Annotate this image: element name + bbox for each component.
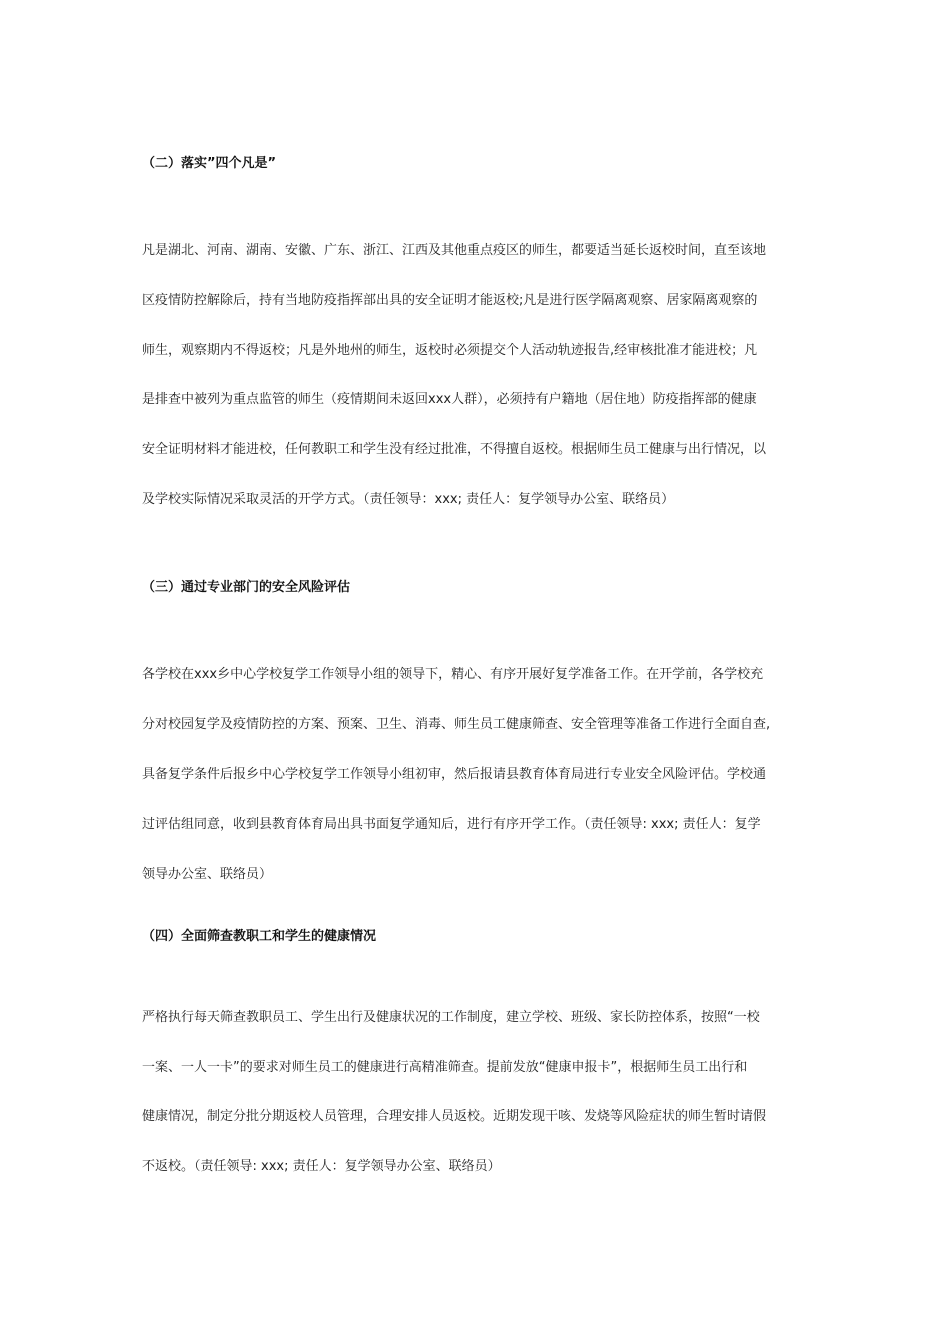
paragraph-line: 一案、一人一卡”的要求对师生员工的健康进行高精准筛查。提前发放“健康申报卡”，根据师生员工出行和 bbox=[142, 1060, 748, 1075]
paragraph-line: 健康情况，制定分批分期返校人员管理，合理安排人员返校。近期发现干咳、发烧等风险症状的师生暂时请假 bbox=[142, 1109, 767, 1124]
paragraph-line: 不返校。（责任领导: xxx; 责任人：复学领导办公室、联络员） bbox=[142, 1159, 501, 1174]
paragraph-line: 领导办公室、联络员） bbox=[142, 867, 273, 882]
paragraph-line: 凡是湖北、河南、湖南、安徽、广东、浙江、江西及其他重点疫区的师生，都要适当延长返校时间，直至该地 bbox=[142, 243, 767, 258]
paragraph-line: 严格执行每天筛查教职员工、学生出行及健康状况的工作制度，建立学校、班级、家长防控体系，按照“一校 bbox=[142, 1010, 760, 1025]
section-heading-4: （四）全面筛查教职工和学生的健康情况 bbox=[142, 929, 377, 944]
paragraph-line: 具备复学条件后报乡中心学校复学工作领导小组初审，然后报请县教育体育局进行专业安全风险评估。学校通 bbox=[142, 767, 767, 782]
paragraph-line: 师生，观察期内不得返校；凡是外地州的师生，返校时必须提交个人活动轨迹报告,经审核批准才能进校；凡 bbox=[142, 343, 758, 358]
paragraph-line: 区疫情防控解除后，持有当地防疫指挥部出具的安全证明才能返校;凡是进行医学隔离观察、居家隔离观察的 bbox=[142, 293, 758, 308]
paragraph-line: 各学校在xxx乡中心学校复学工作领导小组的领导下，精心、有序开展好复学准备工作。在开学前，各学校充 bbox=[142, 667, 764, 682]
section-heading-2: （二）落实”四个凡是” bbox=[142, 156, 277, 171]
paragraph-line: 分对校园复学及疫情防控的方案、预案、卫生、消毒、师生员工健康筛查、安全管理等准备工作进行全面自查, bbox=[142, 717, 771, 732]
paragraph-line: 及学校实际情况采取灵活的开学方式。（责任领导：xxx; 责任人：复学领导办公室、联络员） bbox=[142, 492, 675, 507]
paragraph-line: 安全证明材料才能进校，任何教职工和学生没有经过批准，不得擅自返校。根据师生员工健康与出行情况，以 bbox=[142, 442, 767, 457]
paragraph-line: 过评估组同意，收到县教育体育局出具书面复学通知后，进行有序开学工作。（责任领导: xxx; 责任人：复学 bbox=[142, 817, 761, 832]
paragraph-line: 是排查中被列为重点监管的师生（疫情期间未返回xxx人群），必须持有户籍地（居住地）防疫指挥部的健康 bbox=[142, 392, 757, 407]
section-heading-3: （三）通过专业部门的安全风险评估 bbox=[142, 580, 351, 595]
